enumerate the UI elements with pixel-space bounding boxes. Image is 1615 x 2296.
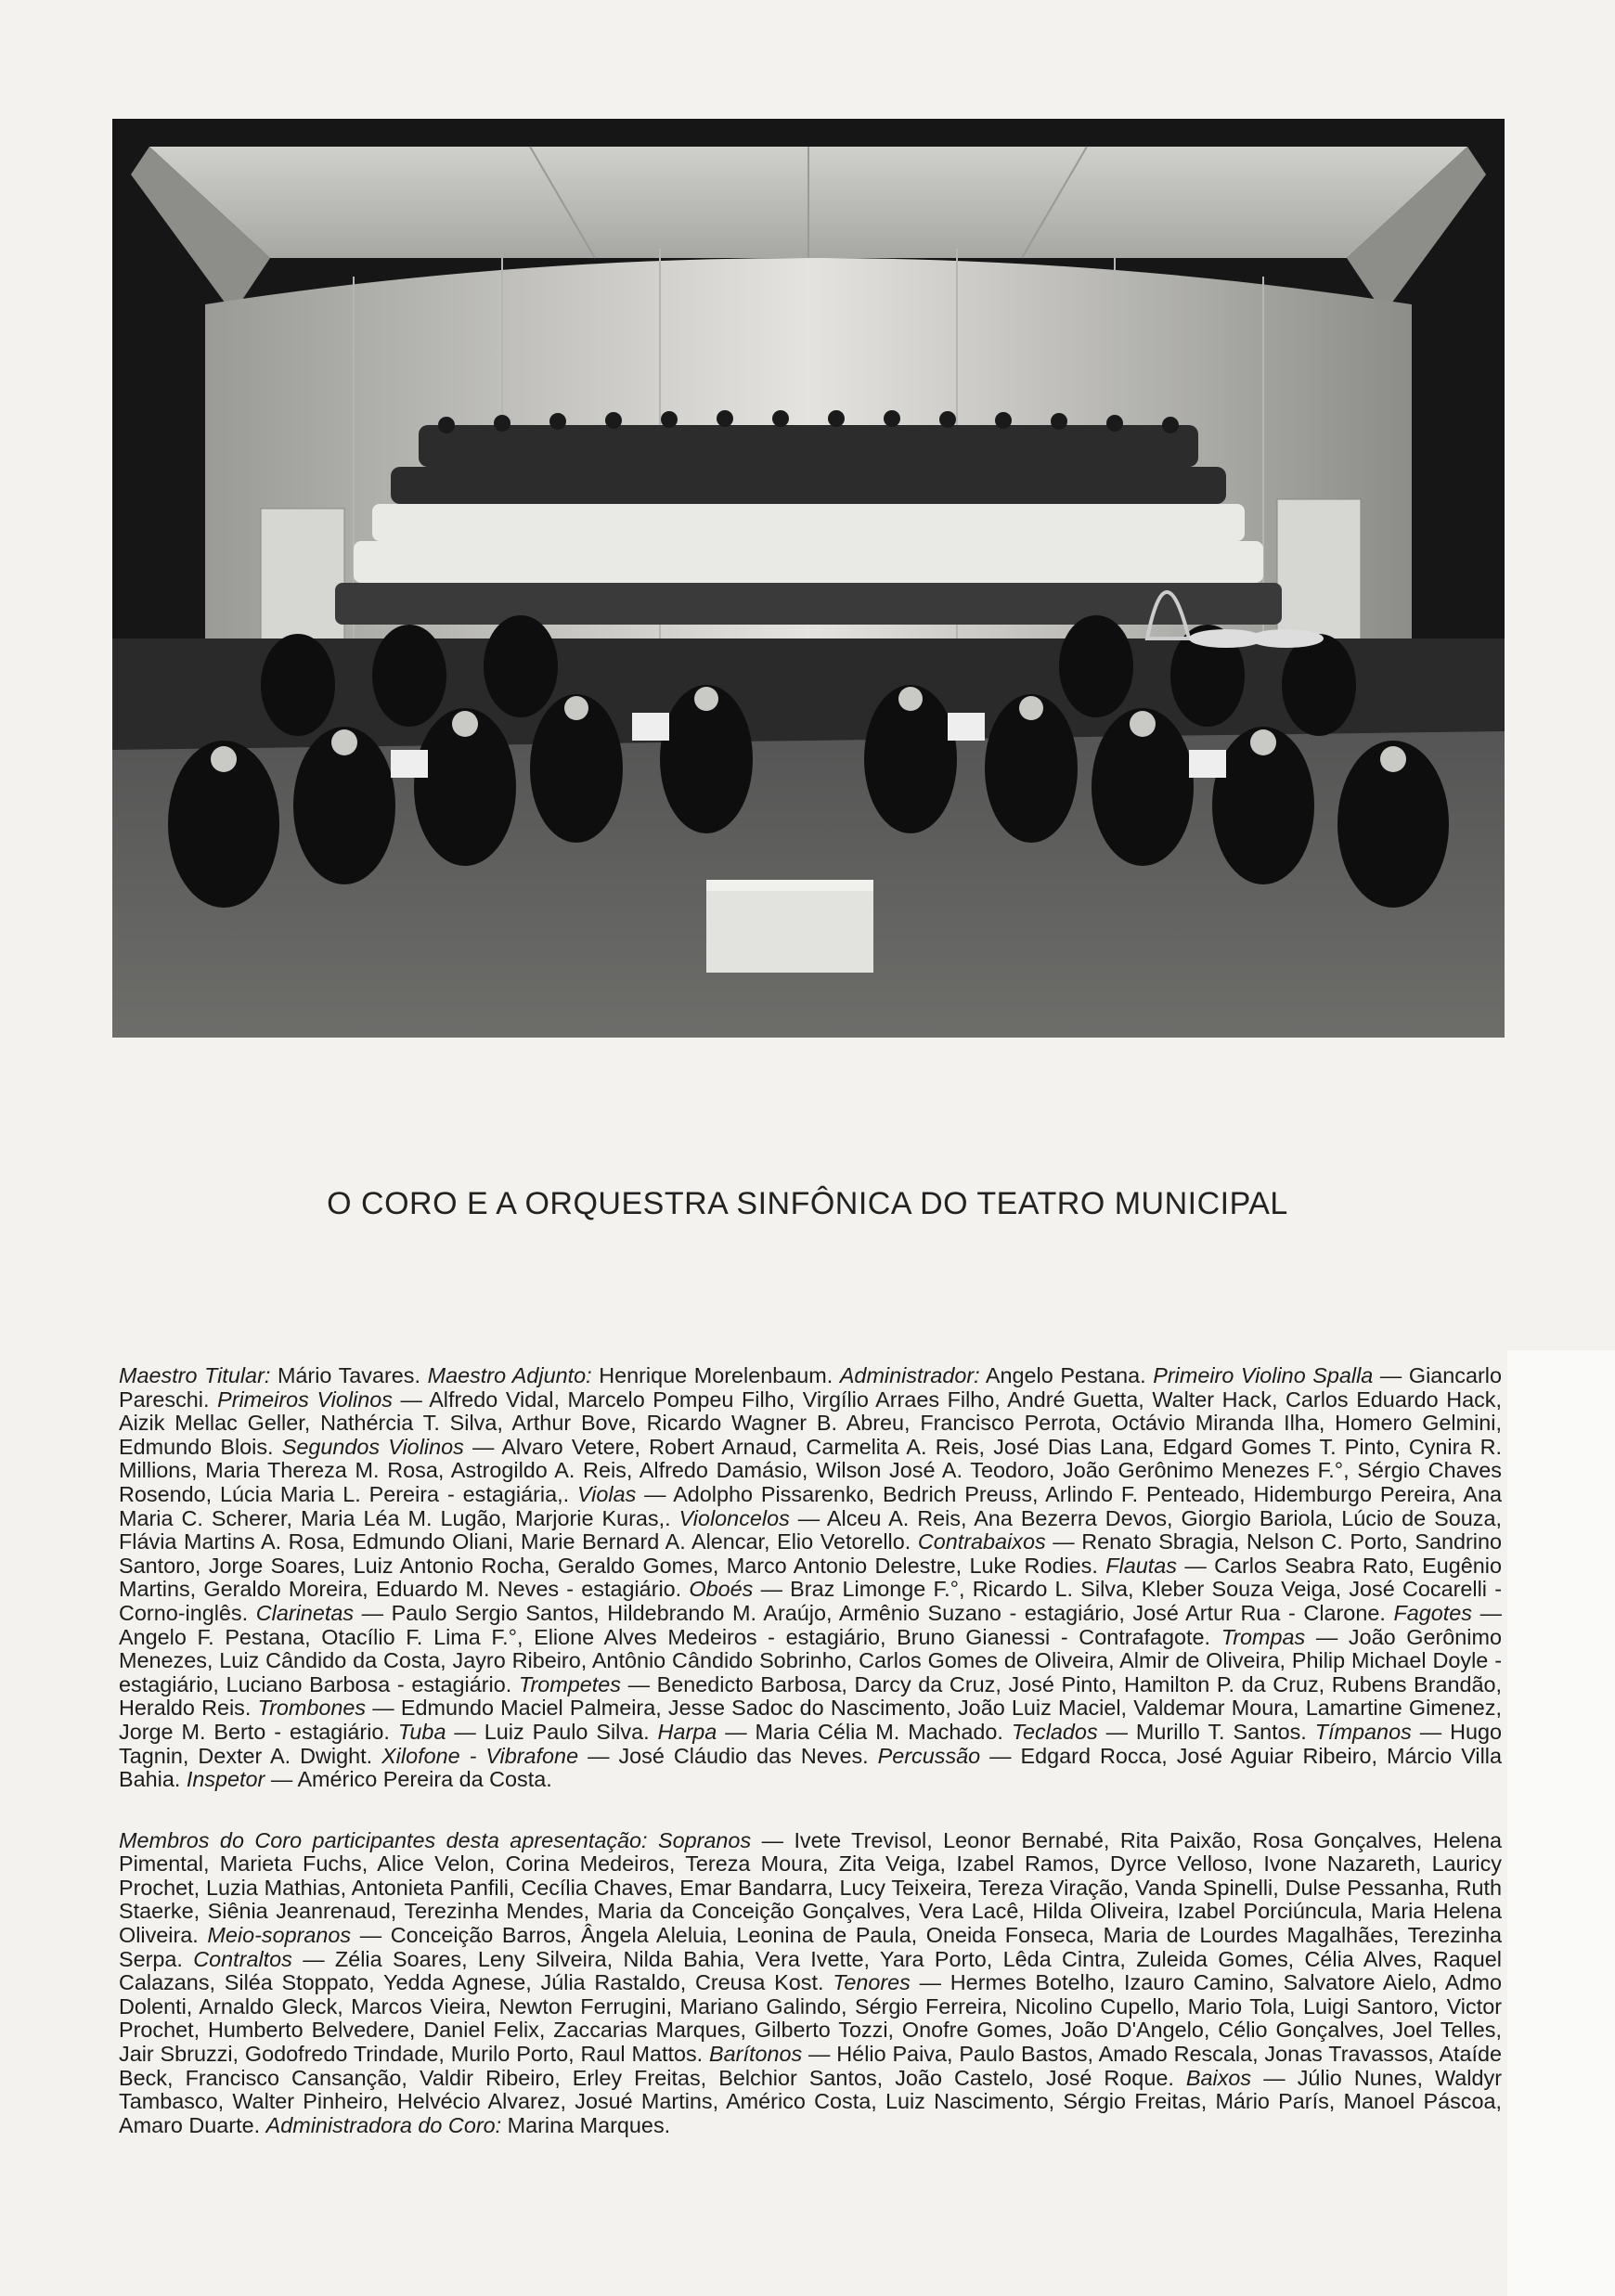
orchestra-names: — Maria Célia M. Machado. (717, 1719, 1012, 1744)
orchestra-names: — Luiz Paulo Silva. (446, 1719, 658, 1744)
choir-role: Contraltos (193, 1946, 292, 1971)
orchestra-role: Xilofone - Vibrafone (381, 1743, 579, 1768)
orchestra-names: — Hugo Tagnin, Dexter A. Dwight. (119, 1719, 1502, 1768)
orchestra-names: — Benedicto Barbosa, Darcy da Cruz, José Pinto, Hamilton P. da Cruz, Rubens Brandão, Heraldo Reis. (119, 1671, 1502, 1721)
orchestra-names: Mário Tavares. (270, 1363, 428, 1387)
choir-role: Barítonos (709, 2042, 803, 2067)
orchestra-names: Angelo Pestana. (979, 1363, 1154, 1387)
choir-role: Administradora do Coro: (265, 2112, 502, 2137)
choir-names: — Ivete Trevisol, Leonor Bernabé, Rita Paixão, Rosa Gonçalves, Helena Pimental, Marieta Fuchs, Alice Velon, Corina Medeiros, Tereza Moura, Zita Veiga, Izabel Ramos, Dyrce Velloso, Ivone Nazareth, Lauricy Prochet, Luzia Mathias, Antonieta Panfili, Cecília Chaves, Emar Bandarra, Lucy Teixeira, Tereza Viração, Vanda Spinelli, Dulse Pessanha, Ruth Staerke, Siênia Jeanrenaud, Terezinha Mendes, Maria da Conceição Gonçalves, Vera Lacê, Hilda Oliveira, Izabel Porciúncula, Maria Helena Oliveira. (119, 1827, 1502, 1948)
orchestra-role: Maestro Titular: (119, 1363, 271, 1387)
page-fold-edge (1507, 1350, 1615, 2296)
orchestra-role: Maestro Adjunto: (427, 1363, 592, 1387)
orchestra-role: Trompetes (518, 1671, 621, 1696)
orchestra-names: — Edmundo Maciel Palmeira, Jesse Sadoc do Nascimento, João Luiz Maciel, Valdemar Moura, Lamartine Gimenez, Jorge M. Berto - estagiário. (119, 1696, 1502, 1744)
orchestra-role: Percussão (877, 1743, 981, 1768)
orchestra-names: — Alfredo Vidal, Marcelo Pompeu Filho, Virgílio Arraes Filho, André Guetta, Walter Hack, Carlos Eduardo Hack, Aizik Mellac Geller, Nathércia T. Silva, Arthur Bove, Ricardo Wagner B. Abreu, Francisco Perrota, Octávio Miranda Ilha, Homero Gelmini, Edmundo Blois. (119, 1387, 1502, 1459)
choir-names: — Conceição Barros, Ângela Aleluia, Leonina de Paula, Oneida Fonseca, Maria de Lourdes Magalhães, Terezinha Serpa. (119, 1923, 1502, 1971)
orchestra-names: — José Cláudio das Neves. (578, 1743, 878, 1768)
stage-photo-illustration (112, 119, 1505, 1038)
orchestra-names: — Alceu A. Reis, Ana Bezerra Devos, Giorgio Bariola, Lúcio de Souza, Flávia Martins A. Rosa, Edmundo Oliani, Marie Bernard A. Alencar, Elio Vetorello. (119, 1505, 1502, 1554)
orchestra-role: Violoncelos (678, 1505, 790, 1530)
orchestra-role: Clarinetas (255, 1600, 355, 1625)
orchestra-names: — João Gerônimo Menezes, Luiz Cândido da Costa, Jayro Ribeiro, Antônio Cândido Sobrinho, Carlos Gomes de Oliveira, Almir de Oliveira, Philip Michael Doyle - estagiário, Luciano Barbosa - estagiário. (119, 1624, 1502, 1696)
orchestra-names: — Carlos Seabra Rato, Eugênio Martins, Geraldo Moreira, Eduardo M. Neves - estagiário. (119, 1553, 1502, 1602)
choir-role: Meio-sopranos (207, 1923, 352, 1948)
orchestra-role: Flautas (1105, 1553, 1177, 1578)
orchestra-names: — Braz Limonge F.°, Ricardo L. Silva, Kleber Souza Veiga, José Cocarelli - Corno-inglês. (119, 1577, 1502, 1625)
orchestra-role: Contrabaixos (917, 1529, 1046, 1554)
orchestra-role: Trombones (257, 1696, 367, 1721)
orchestra-names: — Giancarlo Pareschi. (119, 1363, 1502, 1412)
choir-credits (119, 1829, 1502, 2138)
orchestra-role: Teclados (1011, 1719, 1098, 1744)
orchestra-names: — Adolpho Pissarenko, Bedrich Preuss, Arlindo F. Penteado, Hidemburgo Pereira, Ana Maria C. Scherer, Maria Léa M. Lugão, Marjorie Kuras,. (119, 1481, 1502, 1530)
choir-role: Membros do Coro participantes desta apresentação: Sopranos (119, 1827, 752, 1852)
choir-names: — Hélio Paiva, Paulo Bastos, Amado Rescala, Jonas Travassos, Ataíde Beck, Francisco Cansanção, Valdir Ribeiro, Erley Freitas, Belchior Santos, João Castelo, José Roque. (119, 2042, 1502, 2090)
orchestra-role: Violas (576, 1481, 637, 1506)
choir-names: — Júlio Nunes, Waldyr Tambasco, Walter Pinheiro, Helvécio Alvarez, Josué Martins, Américo Costa, Luiz Nascimento, Sérgio Freitas, Mário París, Manoel Páscoa, Amaro Duarte. (119, 2065, 1502, 2137)
orchestra-role: Tímpanos (1314, 1719, 1412, 1744)
choir-role: Baixos (1185, 2065, 1252, 2090)
choir-role: Tenores (833, 1970, 911, 1995)
orchestra-names: — Paulo Sergio Santos, Hildebrando M. Araújo, Armênio Suzano - estagiário, José Artur Rua - Clarone. (354, 1600, 1394, 1625)
orchestra-role: Oboés (689, 1577, 754, 1602)
choir-names: — Hermes Botelho, Izauro Camino, Salvatore Aielo, Admo Dolenti, Arnaldo Gleck, Marcos Vieira, Newton Ferrugini, Mariano Galindo, Sérgio Ferreira, Nicolino Cupello, Mario Tola, Luigi Santoro, Victor Prochet, Humberto Belvedere, Daniel Felix, Zaccarias Marques, Gilberto Tozzi, Onofre Gomes, João D'Angelo, Célio Gonçalves, Joel Telles, Jair Sbruzzi, Godofredo Trindade, Murilo Porto, Raul Mattos. (119, 1970, 1503, 2067)
orchestra-role: Tuba (397, 1719, 446, 1744)
orchestra-role: Primeiro Violino Spalla (1153, 1363, 1374, 1387)
orchestra-role: Primeiros Violinos (217, 1387, 393, 1412)
orchestra-names: — Murillo T. Santos. (1097, 1719, 1315, 1744)
orchestra-role: Fagotes (1393, 1600, 1472, 1625)
orchestra-names: Henrique Morelenbaum. (591, 1363, 840, 1387)
choir-names: Marina Marques. (501, 2112, 671, 2137)
orchestra-role: Harpa (657, 1719, 717, 1744)
orchestra-choir-photo (112, 119, 1505, 1038)
credits-text (119, 1364, 1502, 2174)
orchestra-names: — Alvaro Vetere, Robert Arnaud, Carmelita A. Reis, José Dias Lana, Edgard Gomes T. Pinto, Cynira R. Millions, Maria Thereza M. Rosa, Astrogildo A. Reis, Alfredo Damásio, Wilson José A. Teodoro, João Gerônimo Menezes F.°, Sérgio Chaves Rosendo, Lúcia Maria L. Pereira - estagiária,. (119, 1434, 1503, 1506)
page-title: O CORO E A ORQUESTRA SINFÔNICA DO TEATRO MUNICIPAL (327, 1186, 1288, 1221)
orchestra-names: — Edgard Rocca, José Aguiar Ribeiro, Márcio Villa Bahia. (119, 1743, 1502, 1792)
orchestra-names: — Américo Pereira da Costa. (265, 1767, 552, 1792)
orchestra-role: Segundos Violinos (281, 1434, 464, 1459)
orchestra-names: — Angelo F. Pestana, Otacílio F. Lima F.°, Elione Alves Medeiros - estagiário, Bruno Gianessi - Contrafagote. (119, 1600, 1503, 1649)
orchestra-role: Inspetor (186, 1767, 265, 1792)
orchestra-role: Administrador: (839, 1363, 980, 1387)
choir-names: — Zélia Soares, Leny Silveira, Nilda Bahia, Vera Ivette, Yara Porto, Lêda Cintra, Zuleida Gomes, Célia Alves, Raquel Calazans, Siléa Stoppato, Yedda Agnese, Júlia Rastaldo, Creusa Kost. (119, 1946, 1503, 1995)
orchestra-names: — Renato Sbragia, Nelson C. Porto, Sandrino Santoro, Jorge Soares, Luiz Antonio Rocha, Geraldo Gomes, Marco Antonio Delestre, Luke Rodies. (119, 1529, 1502, 1578)
orchestra-role: Trompas (1221, 1624, 1306, 1649)
orchestra-credits (119, 1364, 1502, 1792)
